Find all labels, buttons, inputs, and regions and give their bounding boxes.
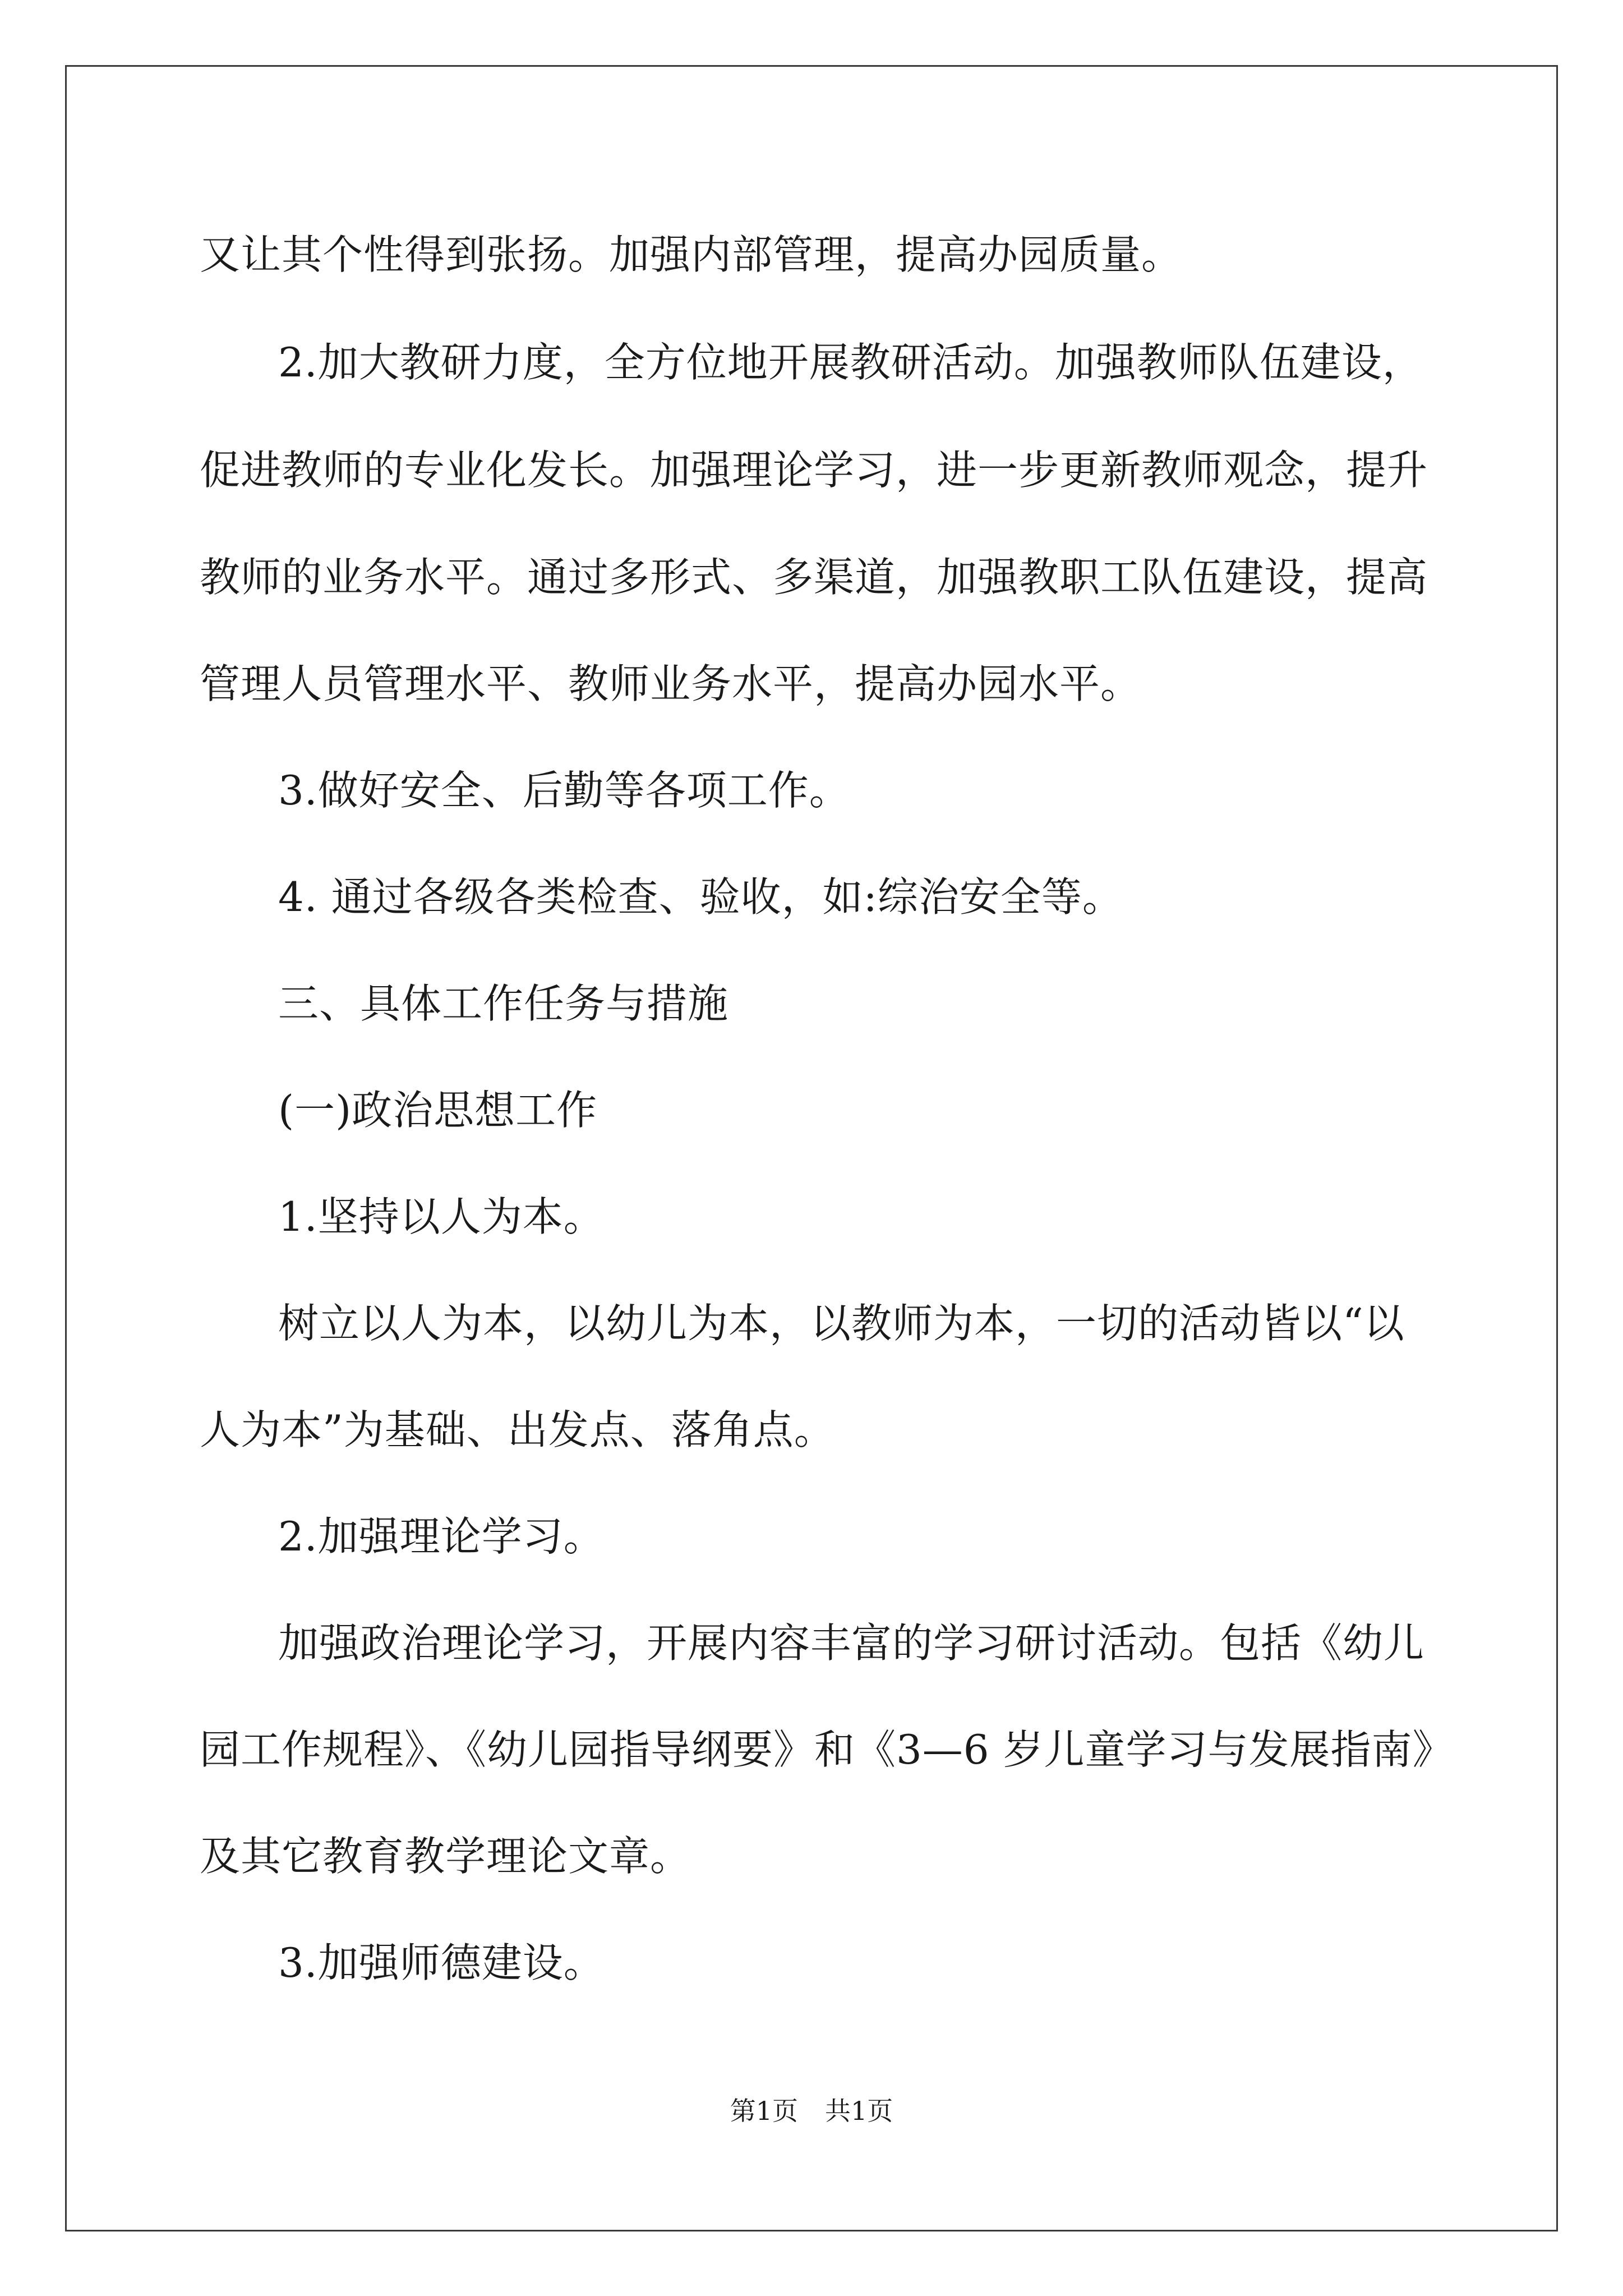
page-footer (0, 2098, 1623, 2124)
body-line: 又让其个性得到张扬。加强内部管理，提高办园质量。 (200, 231, 1183, 278)
body-line: 教师的业务水平。通过多形式、多渠道，加强教职工队伍建设，提高 (200, 554, 1428, 601)
body-line: 人为本”为基础、出发点、落角点。 (200, 1406, 835, 1453)
subsection-heading: (一)政治思想工作 (278, 1087, 598, 1134)
body-line: 管理人员管理水平、教师业务水平，提高办园水平。 (200, 660, 1142, 707)
body-line: 2.加强理论学习。 (278, 1513, 605, 1560)
body-line: 4. 通过各级各类检查、验收，如:综治安全等。 (278, 873, 1123, 921)
body-line: 2.加大教研力度，全方位地开展教研活动。加强教师队伍建设， (278, 339, 1423, 386)
body-line: 3.做好安全、后勤等各项工作。 (278, 767, 850, 814)
body-line: 树立以人为本，以幼儿为本，以教师为本，一切的活动皆以“以 (278, 1300, 1405, 1347)
body-line: 园工作规程》、《幼儿园指导纲要》和《3—6 岁儿童学习与发展指南》 (200, 1726, 1454, 1773)
body-line: 加强政治理论学习，开展内容丰富的学习研讨活动。包括《幼儿 (278, 1619, 1425, 1667)
page-number: 第1页 (730, 2096, 798, 2126)
body-line: 3.加强师德建设。 (278, 1939, 605, 1986)
body-line: 及其它教育教学理论文章。 (200, 1833, 691, 1880)
page-border (65, 65, 1558, 2231)
section-heading: 三、具体工作任务与措施 (278, 980, 729, 1027)
page-total: 共1页 (825, 2096, 893, 2126)
body-line: 1.坚持以人为本。 (278, 1193, 605, 1240)
body-line: 促进教师的专业化发长。加强理论学习，进一步更新教师观念，提升 (200, 447, 1428, 494)
